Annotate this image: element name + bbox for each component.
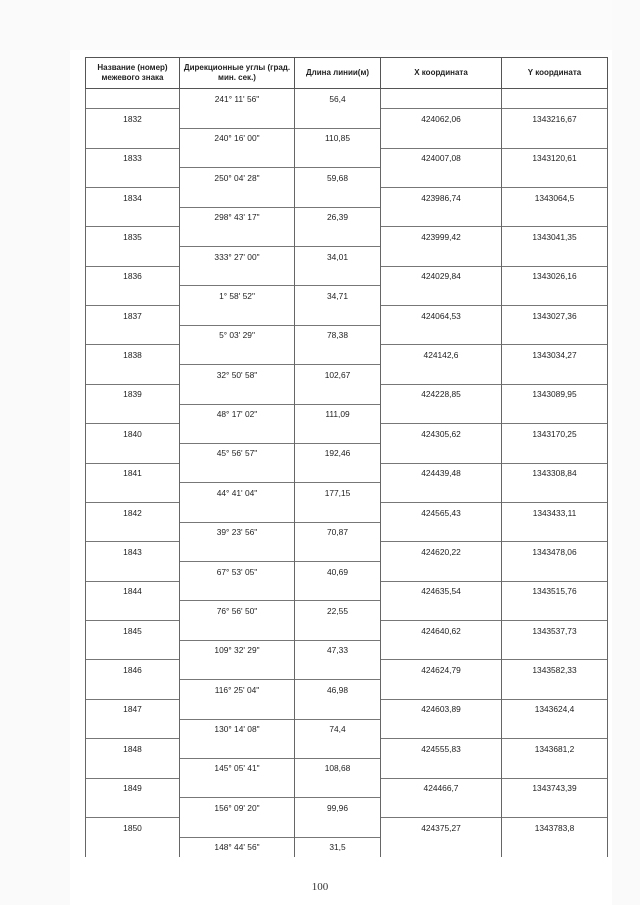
- cell-direction-angle: [180, 463, 295, 483]
- cell-mark-name: [86, 325, 180, 345]
- cell-direction-angle: 1° 58' 52": [180, 286, 295, 306]
- cell-direction-angle: 241° 11' 56": [180, 89, 295, 109]
- cell-line-length: [295, 660, 381, 680]
- cell-y-coordinate: [502, 758, 608, 778]
- cell-x-coordinate: [381, 168, 502, 188]
- cell-x-coordinate: 424305,62: [381, 424, 502, 444]
- cell-direction-angle: [180, 109, 295, 129]
- cell-direction-angle: [180, 227, 295, 247]
- cell-y-coordinate: [502, 404, 608, 424]
- cell-mark-name: 1840: [86, 424, 180, 444]
- cell-x-coordinate: [381, 404, 502, 424]
- table-row: [86, 778, 608, 798]
- cell-x-coordinate: [381, 562, 502, 582]
- cell-mark-name: [86, 798, 180, 818]
- cell-x-coordinate: [381, 207, 502, 227]
- cell-mark-name: 1832: [86, 109, 180, 129]
- cell-y-coordinate: 1343582,33: [502, 660, 608, 680]
- table-row: [86, 384, 608, 404]
- table-row: [86, 463, 608, 483]
- table-row: [86, 89, 608, 109]
- cell-mark-name: [86, 601, 180, 621]
- cell-direction-angle: [180, 778, 295, 798]
- cell-direction-angle: 76° 56' 50": [180, 601, 295, 621]
- cell-mark-name: [86, 128, 180, 148]
- cell-mark-name: [86, 207, 180, 227]
- cell-direction-angle: [180, 660, 295, 680]
- cell-direction-angle: [180, 384, 295, 404]
- cell-y-coordinate: 1343433,11: [502, 502, 608, 522]
- cell-x-coordinate: [381, 680, 502, 700]
- cell-y-coordinate: 1343064,5: [502, 187, 608, 207]
- cell-y-coordinate: 1343034,27: [502, 345, 608, 365]
- table-row: [86, 266, 608, 286]
- cell-direction-angle: 48° 17' 02": [180, 404, 295, 424]
- cell-y-coordinate: 1343308,84: [502, 463, 608, 483]
- table-row: [86, 699, 608, 719]
- cell-direction-angle: 32° 50' 58": [180, 365, 295, 385]
- table-row: [86, 109, 608, 129]
- cell-line-length: 46,98: [295, 680, 381, 700]
- cell-mark-name: [86, 365, 180, 385]
- cell-x-coordinate: 424635,54: [381, 581, 502, 601]
- table-row: [86, 739, 608, 759]
- cell-mark-name: 1834: [86, 187, 180, 207]
- cell-y-coordinate: [502, 640, 608, 660]
- cell-x-coordinate: 424565,43: [381, 502, 502, 522]
- header-line-length: Длина линии(м): [295, 58, 381, 89]
- cell-line-length: 102,67: [295, 365, 381, 385]
- table-row: [86, 424, 608, 444]
- cell-line-length: 78,38: [295, 325, 381, 345]
- cell-mark-name: [86, 562, 180, 582]
- cell-direction-angle: [180, 502, 295, 522]
- cell-direction-angle: [180, 345, 295, 365]
- cell-line-length: [295, 502, 381, 522]
- cell-x-coordinate: 424620,22: [381, 542, 502, 562]
- table-row: [86, 306, 608, 326]
- coordinates-table: [85, 57, 608, 857]
- cell-line-length: [295, 187, 381, 207]
- cell-mark-name: [86, 168, 180, 188]
- header-y-coordinate: Y координата: [502, 58, 608, 89]
- cell-direction-angle: 240° 16' 00": [180, 128, 295, 148]
- cell-mark-name: [86, 522, 180, 542]
- cell-line-length: [295, 739, 381, 759]
- cell-y-coordinate: 1343515,76: [502, 581, 608, 601]
- cell-mark-name: 1838: [86, 345, 180, 365]
- cell-mark-name: 1839: [86, 384, 180, 404]
- table-row: [86, 542, 608, 562]
- table-row: [86, 207, 608, 227]
- cell-line-length: 56,4: [295, 89, 381, 109]
- cell-line-length: [295, 148, 381, 168]
- cell-line-length: [295, 699, 381, 719]
- table-body: [86, 89, 608, 857]
- cell-mark-name: 1847: [86, 699, 180, 719]
- cell-x-coordinate: 424466,7: [381, 778, 502, 798]
- cell-mark-name: [86, 247, 180, 267]
- table-row: [86, 581, 608, 601]
- table-row: [86, 640, 608, 660]
- cell-x-coordinate: 424029,84: [381, 266, 502, 286]
- cell-x-coordinate: 424064,53: [381, 306, 502, 326]
- cell-line-length: 70,87: [295, 522, 381, 542]
- cell-direction-angle: [180, 699, 295, 719]
- cell-mark-name: 1849: [86, 778, 180, 798]
- cell-x-coordinate: 424007,08: [381, 148, 502, 168]
- cell-y-coordinate: 1343537,73: [502, 621, 608, 641]
- cell-line-length: 34,01: [295, 247, 381, 267]
- cell-mark-name: [86, 758, 180, 778]
- cell-x-coordinate: 424228,85: [381, 384, 502, 404]
- cell-mark-name: 1850: [86, 817, 180, 837]
- cell-line-length: [295, 109, 381, 129]
- cell-mark-name: 1833: [86, 148, 180, 168]
- cell-y-coordinate: [502, 247, 608, 267]
- table-row: [86, 345, 608, 365]
- table-row: [86, 562, 608, 582]
- cell-y-coordinate: 1343783,8: [502, 817, 608, 837]
- scan-noise-top: [70, 0, 612, 50]
- cell-x-coordinate: [381, 758, 502, 778]
- table-header-row: [86, 58, 608, 89]
- cell-y-coordinate: [502, 443, 608, 463]
- cell-y-coordinate: 1343624,4: [502, 699, 608, 719]
- cell-line-length: 110,85: [295, 128, 381, 148]
- table-row: [86, 719, 608, 739]
- cell-direction-angle: 45° 56' 57": [180, 443, 295, 463]
- table-row: [86, 680, 608, 700]
- cell-x-coordinate: 424142,6: [381, 345, 502, 365]
- cell-direction-angle: 39° 23' 56": [180, 522, 295, 542]
- cell-direction-angle: [180, 266, 295, 286]
- cell-mark-name: 1835: [86, 227, 180, 247]
- cell-line-length: 108,68: [295, 758, 381, 778]
- cell-x-coordinate: 423999,42: [381, 227, 502, 247]
- cell-line-length: [295, 621, 381, 641]
- table-row: [86, 365, 608, 385]
- cell-y-coordinate: 1343120,61: [502, 148, 608, 168]
- cell-x-coordinate: 424062,06: [381, 109, 502, 129]
- cell-y-coordinate: [502, 168, 608, 188]
- cell-line-length: [295, 345, 381, 365]
- cell-x-coordinate: [381, 719, 502, 739]
- table-row: [86, 443, 608, 463]
- cell-direction-angle: 148° 44' 56": [180, 837, 295, 857]
- header-direction-angles: Дирекционные углы (град. мин. сек.): [180, 58, 295, 89]
- cell-y-coordinate: 1343681,2: [502, 739, 608, 759]
- table-row: [86, 148, 608, 168]
- page-number: 100: [311, 881, 329, 893]
- cell-x-coordinate: [381, 365, 502, 385]
- cell-y-coordinate: [502, 128, 608, 148]
- cell-y-coordinate: 1343026,16: [502, 266, 608, 286]
- cell-direction-angle: [180, 739, 295, 759]
- cell-y-coordinate: [502, 798, 608, 818]
- cell-y-coordinate: 1343170,25: [502, 424, 608, 444]
- cell-direction-angle: [180, 424, 295, 444]
- cell-direction-angle: 116° 25' 04": [180, 680, 295, 700]
- cell-line-length: 99,96: [295, 798, 381, 818]
- table-row: [86, 601, 608, 621]
- cell-y-coordinate: [502, 837, 608, 857]
- cell-mark-name: [86, 404, 180, 424]
- cell-direction-angle: 156° 09' 20": [180, 798, 295, 818]
- cell-line-length: [295, 227, 381, 247]
- table-row: [86, 404, 608, 424]
- cell-line-length: [295, 542, 381, 562]
- cell-mark-name: [86, 286, 180, 306]
- table-row: [86, 798, 608, 818]
- cell-line-length: 26,39: [295, 207, 381, 227]
- cell-mark-name: [86, 89, 180, 109]
- table-row: [86, 128, 608, 148]
- cell-direction-angle: 44° 41' 04": [180, 483, 295, 503]
- header-mark-name: Название (номер) межевого знака: [86, 58, 180, 89]
- cell-direction-angle: 333° 27' 00": [180, 247, 295, 267]
- cell-mark-name: 1842: [86, 502, 180, 522]
- cell-x-coordinate: [381, 89, 502, 109]
- cell-mark-name: [86, 640, 180, 660]
- cell-mark-name: [86, 443, 180, 463]
- cell-direction-angle: 109° 32' 29": [180, 640, 295, 660]
- cell-mark-name: [86, 719, 180, 739]
- cell-direction-angle: [180, 306, 295, 326]
- cell-line-length: [295, 424, 381, 444]
- cell-direction-angle: 250° 04' 28": [180, 168, 295, 188]
- table-row: [86, 247, 608, 267]
- cell-direction-angle: 130° 14' 08": [180, 719, 295, 739]
- cell-line-length: 31,5: [295, 837, 381, 857]
- cell-line-length: 22,55: [295, 601, 381, 621]
- cell-y-coordinate: [502, 89, 608, 109]
- cell-y-coordinate: [502, 483, 608, 503]
- cell-direction-angle: 67° 53' 05": [180, 562, 295, 582]
- cell-y-coordinate: [502, 365, 608, 385]
- cell-line-length: 47,33: [295, 640, 381, 660]
- cell-x-coordinate: 424555,83: [381, 739, 502, 759]
- cell-direction-angle: 5° 03' 29": [180, 325, 295, 345]
- cell-line-length: 59,68: [295, 168, 381, 188]
- cell-x-coordinate: [381, 247, 502, 267]
- cell-x-coordinate: [381, 128, 502, 148]
- cell-direction-angle: [180, 187, 295, 207]
- cell-line-length: 74,4: [295, 719, 381, 739]
- cell-mark-name: 1837: [86, 306, 180, 326]
- cell-x-coordinate: [381, 798, 502, 818]
- header-x-coordinate: X координата: [381, 58, 502, 89]
- cell-direction-angle: [180, 581, 295, 601]
- cell-mark-name: 1846: [86, 660, 180, 680]
- table-row: [86, 286, 608, 306]
- cell-line-length: [295, 384, 381, 404]
- cell-line-length: 177,15: [295, 483, 381, 503]
- cell-y-coordinate: [502, 207, 608, 227]
- cell-line-length: [295, 817, 381, 837]
- cell-x-coordinate: [381, 483, 502, 503]
- table-row: [86, 227, 608, 247]
- scan-noise-left: [0, 0, 70, 905]
- cell-x-coordinate: 424603,89: [381, 699, 502, 719]
- table-row: [86, 621, 608, 641]
- table-row: [86, 325, 608, 345]
- cell-line-length: [295, 266, 381, 286]
- table-row: [86, 817, 608, 837]
- cell-direction-angle: 298° 43' 17": [180, 207, 295, 227]
- cell-mark-name: 1841: [86, 463, 180, 483]
- table-row: [86, 522, 608, 542]
- cell-x-coordinate: [381, 443, 502, 463]
- cell-mark-name: [86, 483, 180, 503]
- cell-y-coordinate: [502, 719, 608, 739]
- cell-y-coordinate: [502, 680, 608, 700]
- scan-noise-right: [612, 0, 640, 905]
- cell-y-coordinate: 1343478,06: [502, 542, 608, 562]
- cell-y-coordinate: 1343216,67: [502, 109, 608, 129]
- cell-y-coordinate: [502, 325, 608, 345]
- cell-line-length: [295, 778, 381, 798]
- cell-x-coordinate: [381, 640, 502, 660]
- cell-y-coordinate: 1343743,39: [502, 778, 608, 798]
- cell-direction-angle: [180, 148, 295, 168]
- cell-mark-name: 1836: [86, 266, 180, 286]
- cell-line-length: [295, 581, 381, 601]
- table-row: [86, 187, 608, 207]
- cell-y-coordinate: [502, 562, 608, 582]
- cell-line-length: 34,71: [295, 286, 381, 306]
- table-row: [86, 837, 608, 857]
- cell-x-coordinate: [381, 286, 502, 306]
- cell-mark-name: 1848: [86, 739, 180, 759]
- cell-direction-angle: 145° 05' 41": [180, 758, 295, 778]
- cell-mark-name: [86, 680, 180, 700]
- cell-line-length: [295, 306, 381, 326]
- cell-x-coordinate: 424640,62: [381, 621, 502, 641]
- cell-y-coordinate: [502, 286, 608, 306]
- cell-direction-angle: [180, 621, 295, 641]
- cell-x-coordinate: [381, 837, 502, 857]
- cell-x-coordinate: 424439,48: [381, 463, 502, 483]
- cell-x-coordinate: 423986,74: [381, 187, 502, 207]
- table-row: [86, 660, 608, 680]
- cell-y-coordinate: 1343027,36: [502, 306, 608, 326]
- cell-x-coordinate: [381, 325, 502, 345]
- cell-x-coordinate: 424375,27: [381, 817, 502, 837]
- table-row: [86, 758, 608, 778]
- cell-y-coordinate: [502, 522, 608, 542]
- cell-x-coordinate: [381, 522, 502, 542]
- cell-mark-name: 1843: [86, 542, 180, 562]
- cell-mark-name: 1844: [86, 581, 180, 601]
- cell-line-length: 111,09: [295, 404, 381, 424]
- table-row: [86, 502, 608, 522]
- cell-y-coordinate: [502, 601, 608, 621]
- cell-direction-angle: [180, 542, 295, 562]
- cell-y-coordinate: 1343041,35: [502, 227, 608, 247]
- table-row: [86, 168, 608, 188]
- cell-direction-angle: [180, 817, 295, 837]
- cell-mark-name: [86, 837, 180, 857]
- cell-x-coordinate: [381, 601, 502, 621]
- cell-line-length: [295, 463, 381, 483]
- cell-line-length: 40,69: [295, 562, 381, 582]
- table-row: [86, 483, 608, 503]
- cell-x-coordinate: 424624,79: [381, 660, 502, 680]
- cell-mark-name: 1845: [86, 621, 180, 641]
- cell-line-length: 192,46: [295, 443, 381, 463]
- cell-y-coordinate: 1343089,95: [502, 384, 608, 404]
